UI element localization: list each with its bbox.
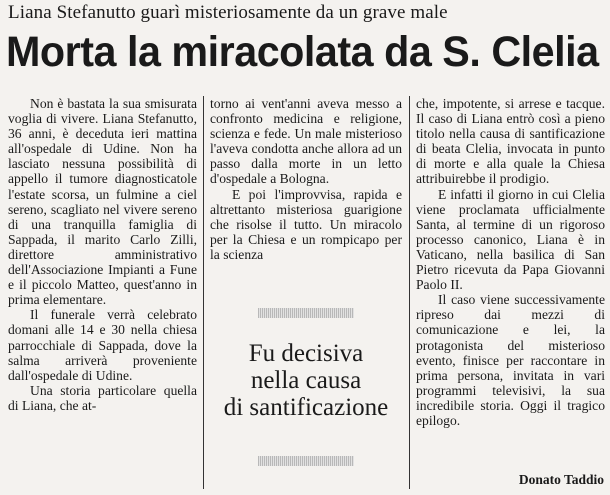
article-byline: Donato Taddio <box>518 472 604 487</box>
paragraph: Non è bastata la sua smisurata voglia di vivere. Liana Stefanutto, 36 anni, è deceduta ieri mattina all'ospedale di Udine. Non ha lasciato nessuna possibilità di appello il tumore diagnosticatole l'estate scorsa, un fulmine a ciel sereno, scagliato nel vivere sereno di una tranquilla famiglia di Sappada, il marito Carlo Zilli, direttore amministrativo dell'Associazione Impianti a Fune e il piccolo Matteo, quest'anno in prima elementare. <box>8 96 197 308</box>
article-column-2 <box>210 96 402 262</box>
pullquote-line: nella causa <box>250 367 362 394</box>
paragraph: Il funerale verrà celebrato domani alle 14 e 30 nella chiesa parrocchiale di Sappada, dove la salma arriverà proveniente dall'ospedale di Udine. <box>8 307 197 383</box>
pullquote-line: Fu decisiva <box>248 340 364 367</box>
paragraph: torno ai vent'anni aveva messo a confronto medicina e religione, scienza e fede. Un male misterioso l'aveva condotta anche allora ad un passo dalla morte in un letto d'ospedale a Bologna. <box>210 96 402 187</box>
paragraph: E poi l'improvvisa, rapida e altrettanto misteriosa guarigione che risolse il tutto. Un miracolo per la Chiesa e un rompicapo per la scienza <box>210 186 402 262</box>
article-column-1 <box>8 96 197 413</box>
pullquote <box>210 340 402 421</box>
article-column-3 <box>416 96 605 428</box>
pullquote-bottom-bar <box>258 456 354 466</box>
article-kicker: Liana Stefanutto guarì misteriosamente da un grave male <box>8 2 448 23</box>
column-divider <box>203 96 204 489</box>
paragraph: Una storia particolare quella di Liana, che at- <box>8 382 197 413</box>
paragraph: E infatti il giorno in cui Clelia viene proclamata ufficialmente Santa, al termine di un rigoroso processo canonico, Liana è in Vaticano, nella basilica di San Pietro ricevuta da Papa Giovanni Paolo II. <box>416 186 605 293</box>
pullquote-line: di santificazione <box>223 394 389 421</box>
column-divider <box>409 96 410 489</box>
pullquote-top-bar <box>258 308 354 318</box>
article-headline: Morta la miracolata da S. Clelia <box>6 28 599 76</box>
paragraph: che, impotente, si arrese e tacque. Il caso di Liana entrò così a pieno titolo nella causa di santificazione di beata Clelia, invocata in punto di morte e alla quale la Chiesa attribuirebbe il prodigio. <box>416 96 605 187</box>
paragraph: Il caso viene successivamente ripreso dai mezzi di comunicazione e lei, la protagonista del misterioso evento, finisce per raccontare in prima persona, invitata in vari programmi televisivi, la sua incredibile storia. Oggi il tragico epilogo. <box>416 292 605 428</box>
